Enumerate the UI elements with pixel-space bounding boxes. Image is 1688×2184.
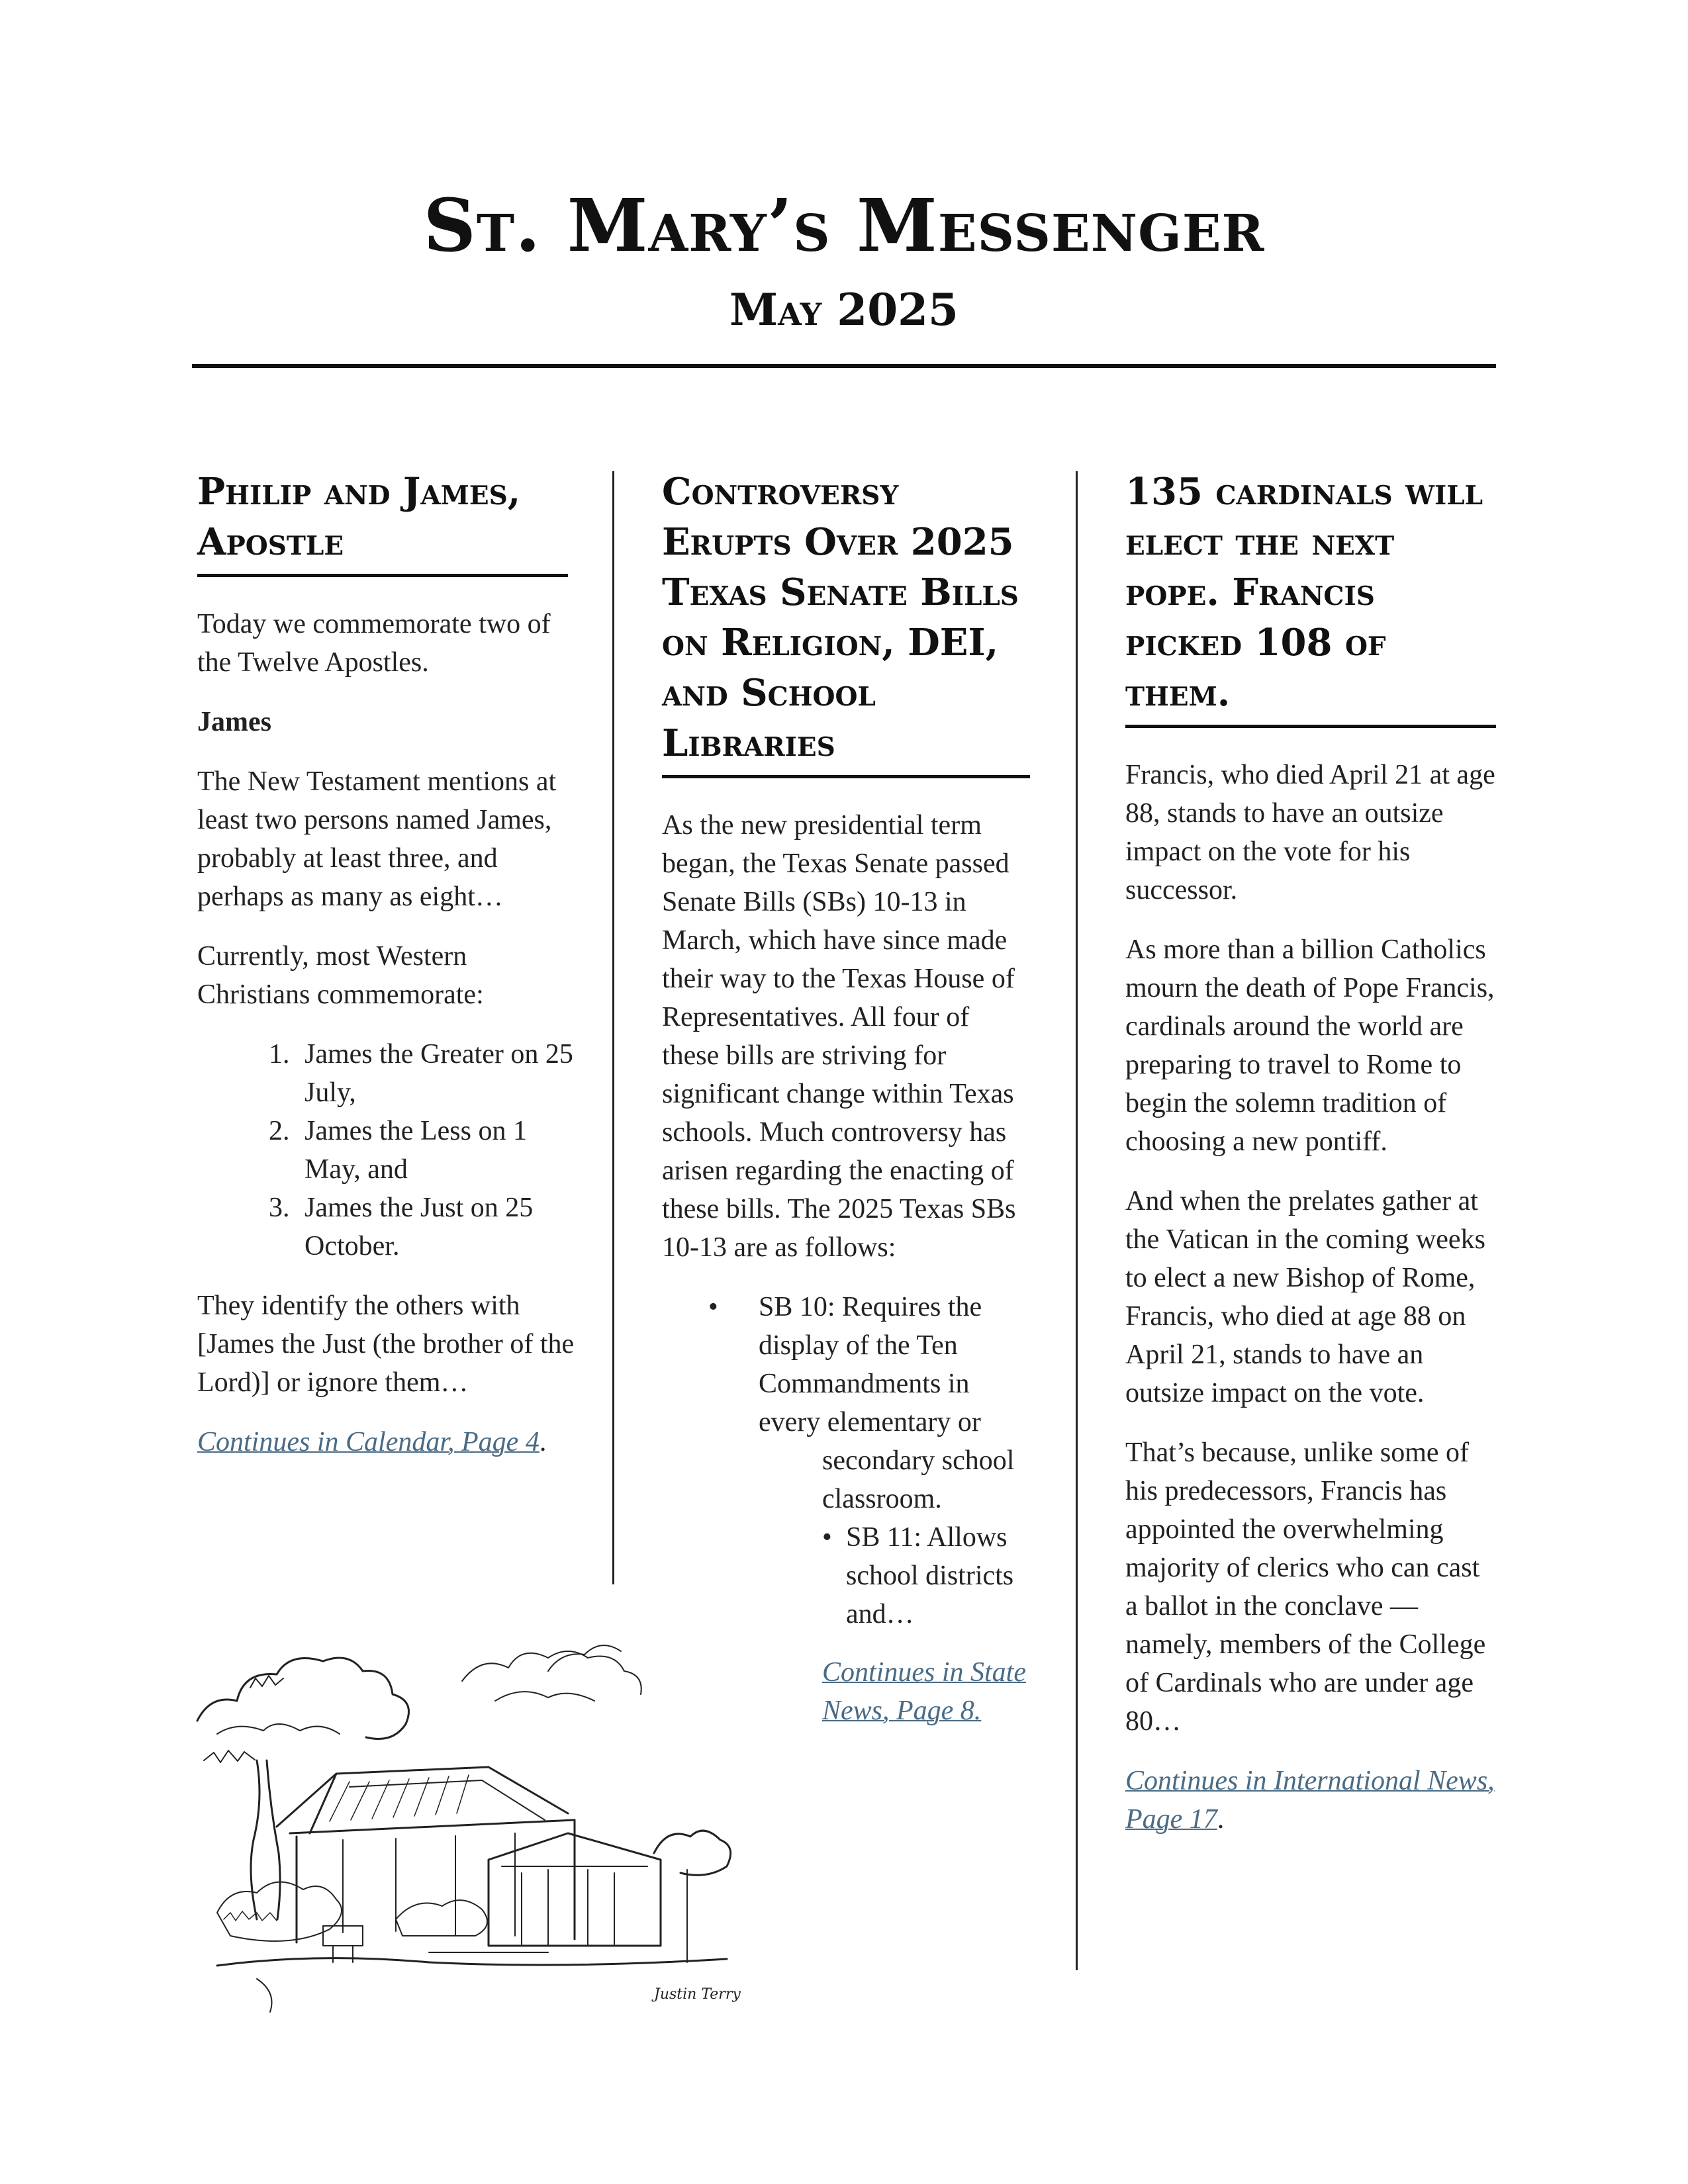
continue-link[interactable]: Continues in Calendar, Page 4 xyxy=(197,1427,539,1457)
article-heading: 135 cardinals will elect the next pope. Francis picked 108 of them. xyxy=(1125,467,1496,728)
continue-line xyxy=(197,1423,575,1461)
article-paragraph: They identify the others with [James the Just (the brother of the Lord)] or ignore them… xyxy=(197,1291,575,1398)
column-divider-1 xyxy=(612,471,614,1584)
continue-link[interactable]: Continues in State News, Page 8. xyxy=(822,1657,1026,1726)
continue-line xyxy=(1125,1762,1496,1839)
issue-date: May 2025 xyxy=(729,284,959,336)
continue-suffix: . xyxy=(1217,1804,1225,1835)
article-philip-james xyxy=(197,467,575,1482)
article-paragraph: And when the prelates gather at the Vatican in the coming weeks to elect a new Bishop of Rome, Francis, who died at age 88 on April 21, stands to have an outsize impact on the vote. xyxy=(1125,1186,1485,1408)
continue-suffix: . xyxy=(539,1427,547,1457)
list-item: • SB 11: Allows school districts and… xyxy=(662,1518,1033,1633)
list-item: 2. James the Less on 1 May, and xyxy=(297,1112,575,1189)
article-paragraph: That’s because, unlike some of his predecessors, Francis has appointed the overwhelming majority of clerics who can cast a ballot in the conclave — namely, members of the College of Cardinals who are under age 80… xyxy=(1125,1437,1486,1737)
article-subheading: James xyxy=(197,707,271,737)
article-cardinals xyxy=(1125,467,1496,1860)
article-paragraph: As more than a billion Catholics mourn the death of Pope Francis, cardinals around the world are preparing to travel to Rome to begin the solemn tradition of choosing a new pontiff. xyxy=(1125,934,1495,1157)
masthead-rule xyxy=(192,364,1496,368)
list-item: 3. James the Just on 25 October. xyxy=(297,1189,575,1265)
article-texas-senate-bills xyxy=(662,467,1033,1751)
church-sketch-illustration xyxy=(177,1608,773,2019)
list-item-continued: secondary school classroom. xyxy=(822,1445,1015,1514)
article-paragraph: The New Testament mentions at least two persons named James, probably at least three, and perhaps as many as eight… xyxy=(197,766,557,912)
article-heading: Controversy Erupts Over 2025 Texas Senate Bills on Religion, DEI, and School Libraries xyxy=(662,467,1030,778)
list-item: 1. James the Greater on 25 July, xyxy=(297,1035,575,1112)
continue-link[interactable]: Continues in International News, Page 17 xyxy=(1125,1766,1495,1835)
newsletter-title: St. Mary’s Messenger xyxy=(423,183,1265,268)
article-paragraph: Francis, who died April 21 at age 88, stands to have an outsize impact on the vote for his successor. xyxy=(1125,760,1495,905)
column-divider-2 xyxy=(1076,471,1078,1970)
bullet-icon: • xyxy=(822,1522,832,1553)
article-heading: Philip and James, Apostle xyxy=(197,467,568,577)
commemoration-list xyxy=(197,1035,575,1265)
artist-signature: Justin Terry xyxy=(654,1986,741,2003)
masthead xyxy=(192,185,1496,336)
bullet-icon: • xyxy=(708,1292,718,1322)
bill-list xyxy=(662,1288,1033,1633)
article-intro: Today we commemorate two of the Twelve Apostles. xyxy=(197,609,551,678)
article-paragraph: Currently, most Western Christians commemorate: xyxy=(197,941,484,1010)
article-paragraph: As the new presidential term began, the Texas Senate passed Senate Bills (SBs) 10-13 in March, which have since made their way to the Texas House of Representatives. All four of these bills are striving for significant change within Texas schools. Much controversy has arisen regarding the enacting of these bills. The 2025 Texas SBs 10-13 are as follows: xyxy=(662,810,1016,1263)
list-item: • SB 10: Requires the display of the Ten Commandments in every elementary or xyxy=(662,1288,1033,1441)
